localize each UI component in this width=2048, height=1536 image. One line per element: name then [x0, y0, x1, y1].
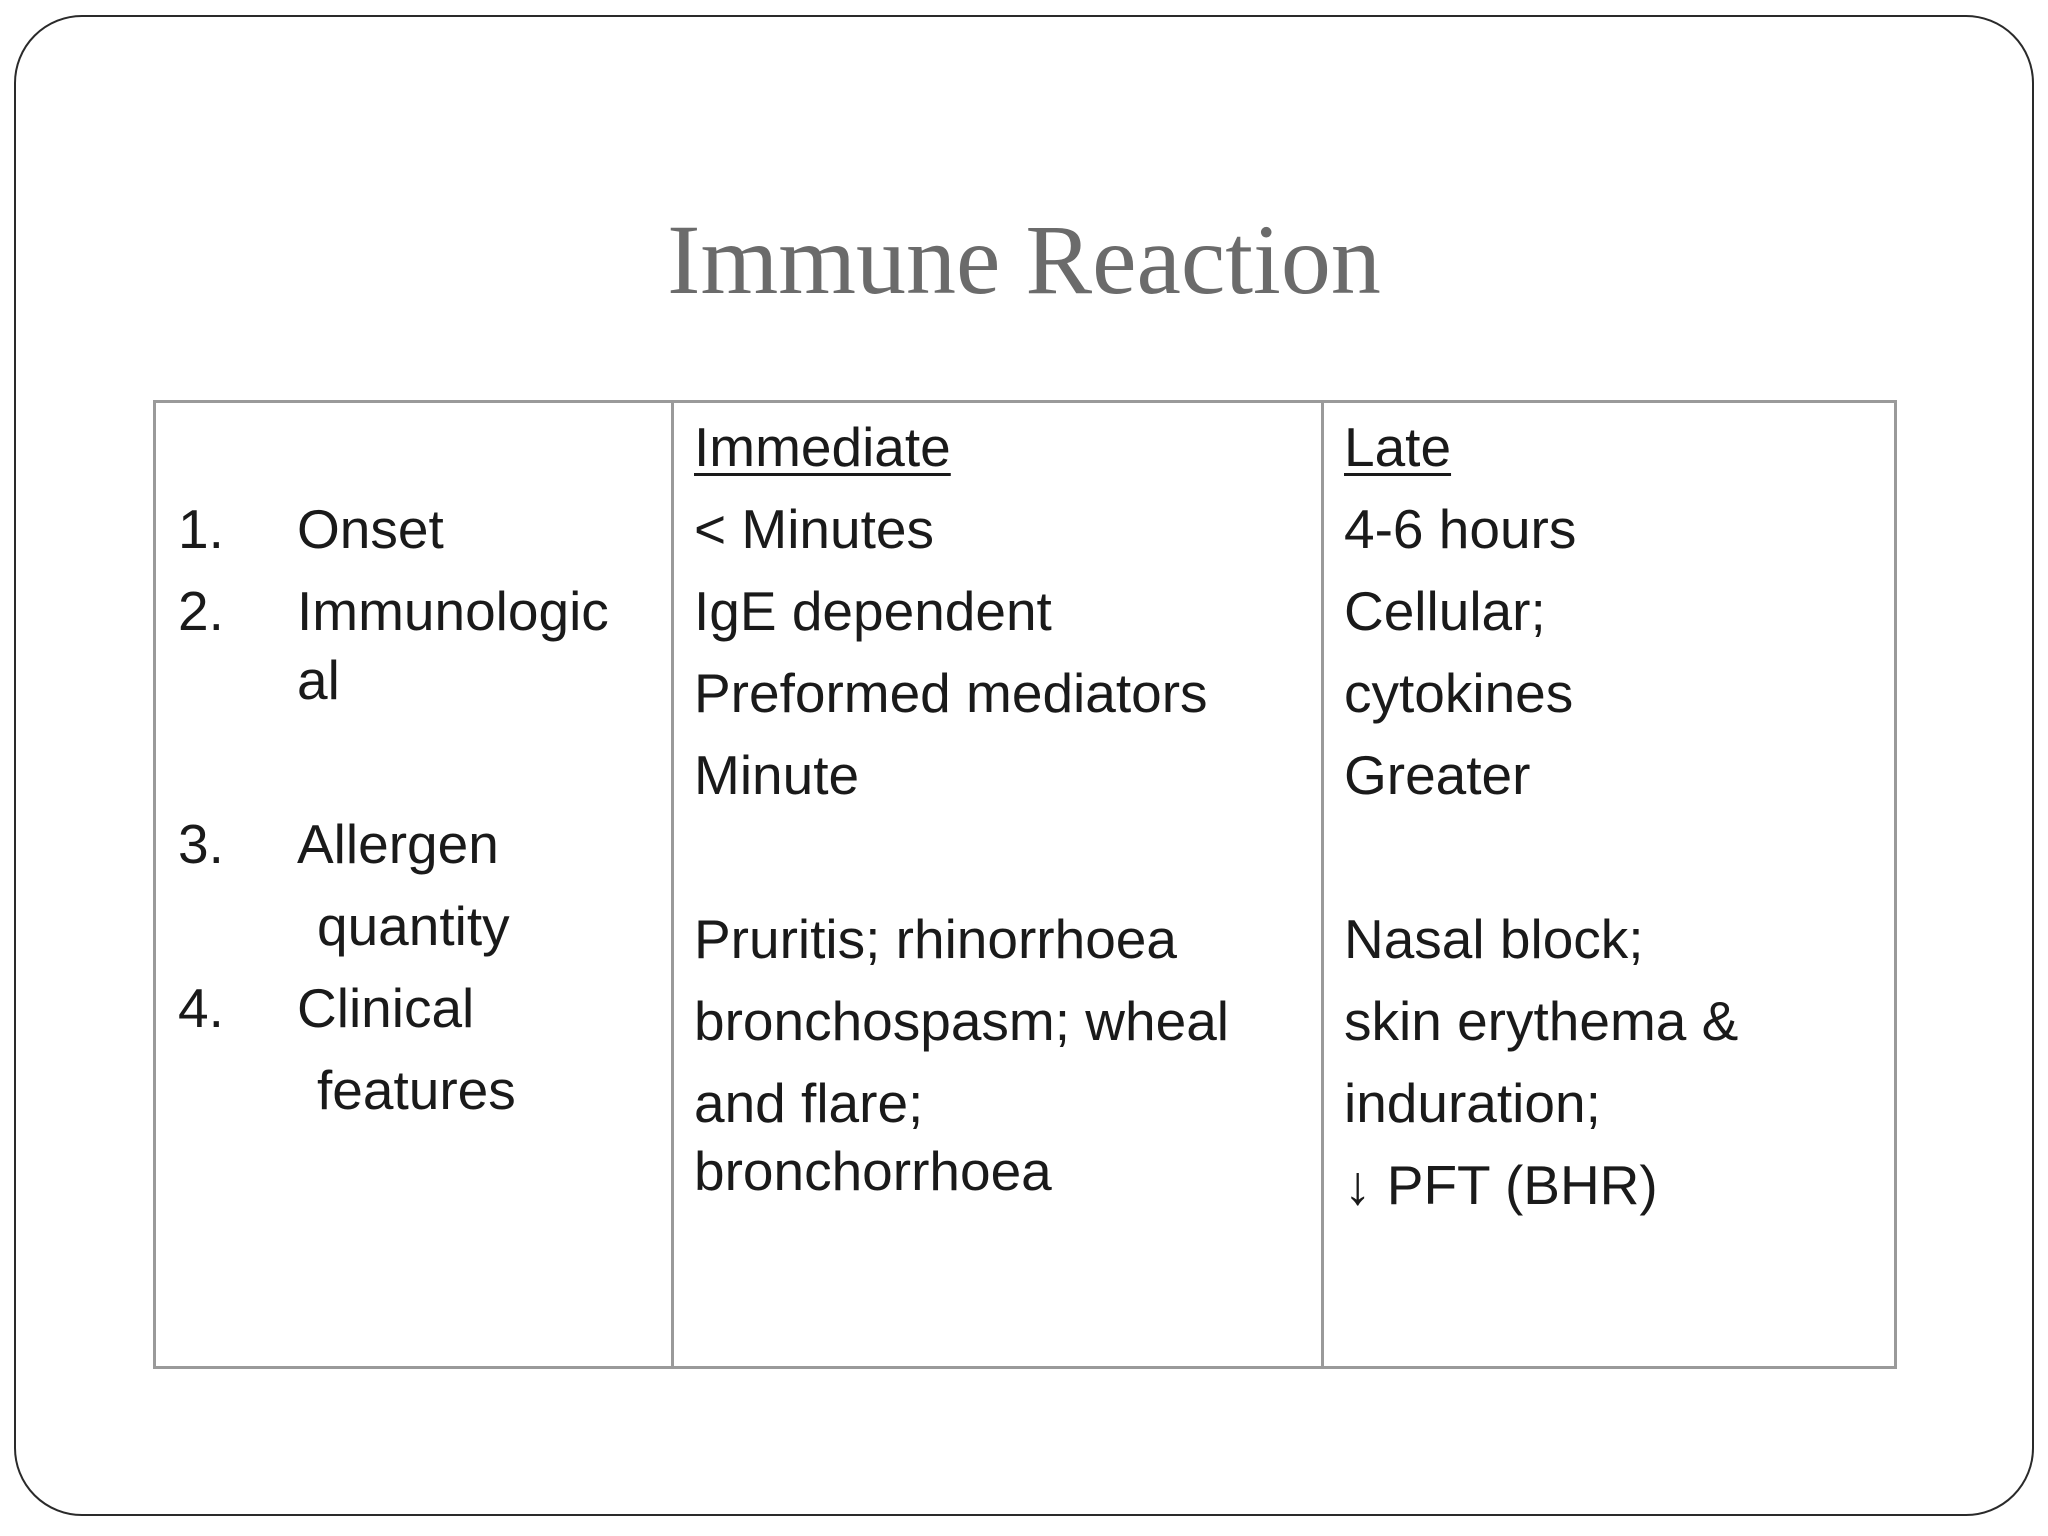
cell-late: ↓ PFT (BHR)	[1344, 1154, 1658, 1216]
row-label-clinical-cont: features	[317, 1059, 516, 1121]
header-late: Late	[1344, 416, 1452, 478]
cell-late: cytokines	[1344, 662, 1574, 724]
criteria-column	[156, 403, 671, 1366]
cell-immediate: bronchorrhoea	[694, 1140, 1052, 1202]
cell-late: 4-6 hours	[1344, 498, 1577, 560]
cell-immediate: bronchospasm; wheal	[694, 990, 1230, 1052]
cell-immediate: and flare;	[694, 1072, 924, 1134]
cell-late: Nasal block;	[1344, 908, 1644, 970]
immediate-column	[671, 403, 1321, 1366]
row-label-allergen: Allergen	[297, 813, 499, 875]
cell-immediate: Preformed mediators	[694, 662, 1208, 724]
row-number: 3.	[178, 813, 224, 875]
row-number: 4.	[178, 977, 224, 1039]
header-immediate: Immediate	[694, 416, 951, 478]
row-label-immunological-cont: al	[297, 649, 340, 711]
row-label-immunological: Immunologic	[297, 580, 609, 642]
cell-immediate: Pruritis; rhinorrhoea	[694, 908, 1177, 970]
cell-late: induration;	[1344, 1072, 1601, 1134]
row-label-clinical: Clinical	[297, 977, 475, 1039]
comparison-table	[153, 400, 1897, 1369]
cell-immediate: Minute	[694, 744, 860, 806]
cell-late: skin erythema &	[1344, 990, 1739, 1052]
cell-late: Cellular;	[1344, 580, 1546, 642]
late-column	[1321, 403, 1900, 1366]
slide-title: Immune Reaction	[667, 204, 1381, 315]
cell-immediate: IgE dependent	[694, 580, 1052, 642]
row-label-allergen-cont: quantity	[317, 895, 510, 957]
row-number: 1.	[178, 498, 224, 560]
row-label-onset: Onset	[297, 498, 444, 560]
cell-immediate: < Minutes	[694, 498, 934, 560]
row-number: 2.	[178, 580, 224, 642]
cell-late: Greater	[1344, 744, 1531, 806]
